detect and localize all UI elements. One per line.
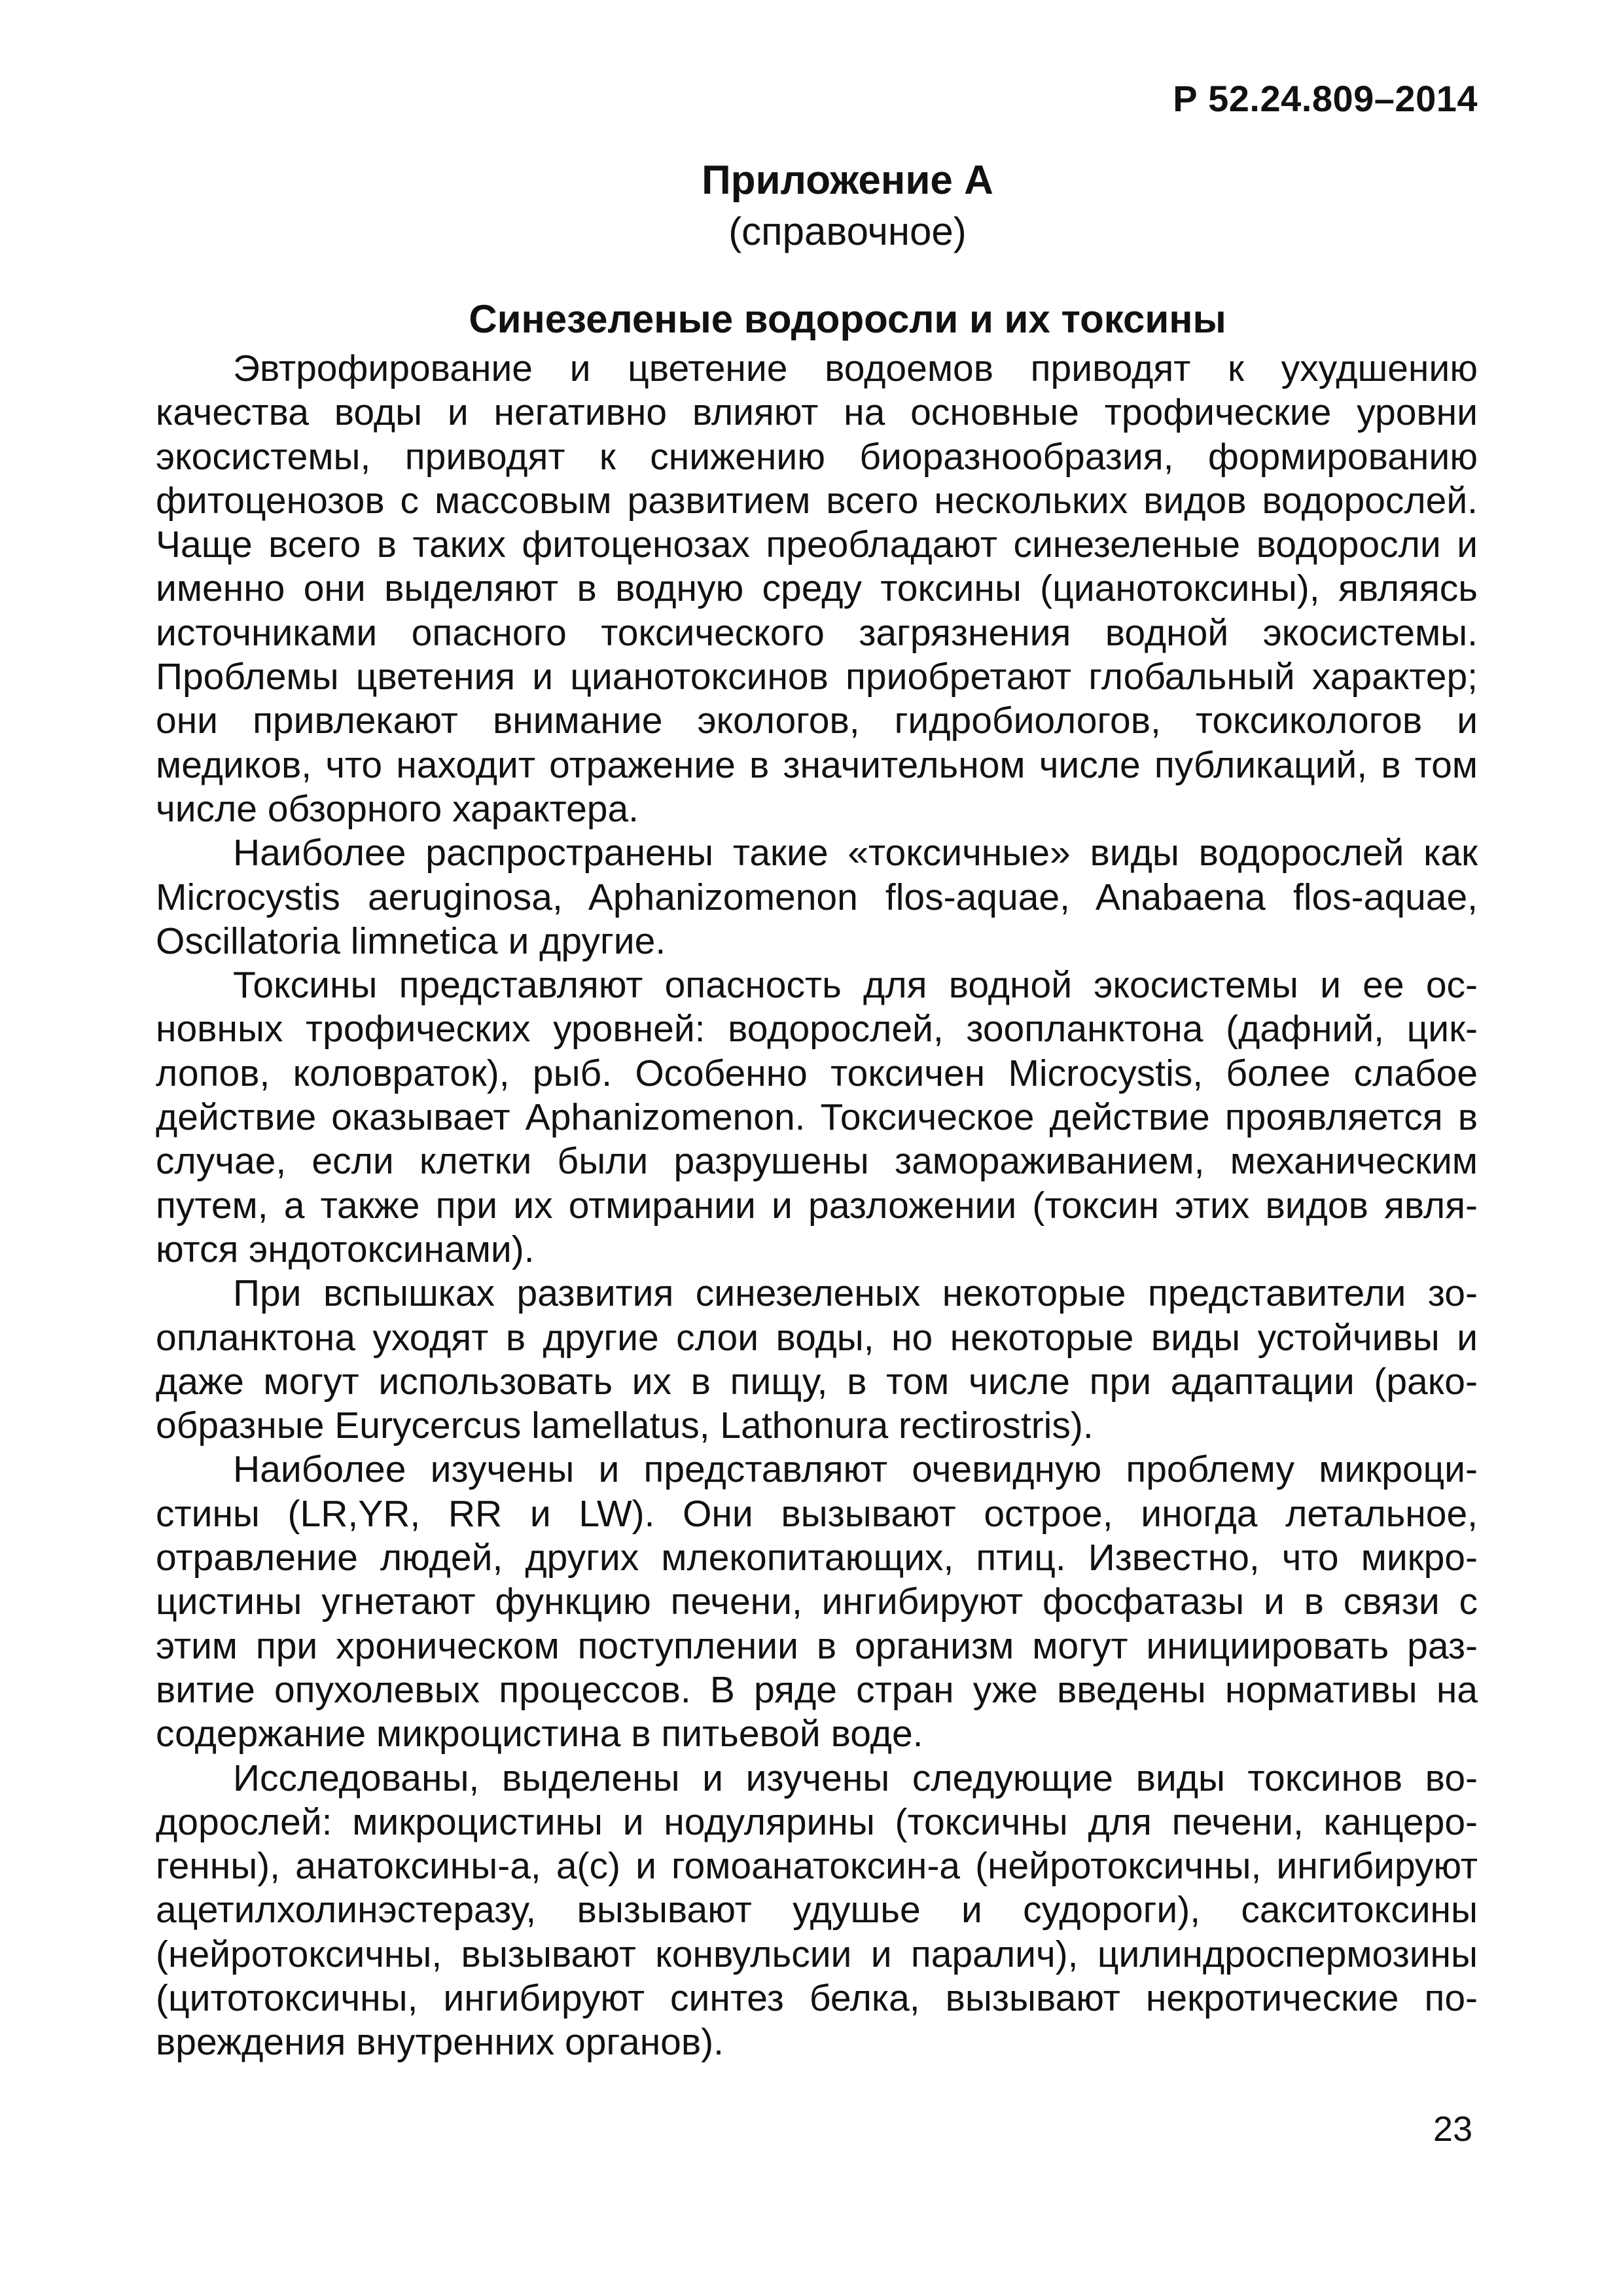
appendix-title: Приложение А xyxy=(702,158,993,203)
paragraph: Исследованы, выделены и изучены следующие виды токсинов водорослей: микроцистины и нодулярины (токсичны для печени, канцерогенны), анатоксины-а, а(с) и гомоанатоксин-а (нейротоксичны, ингибируют ацетилхолинэстеразу, вызывают удушье и судороги), сакситоксины (нейротоксичны, вызывают конвульсии и паралич), цилиндроспермозины (цитотоксичны, ингибируют синтез белка, вызывают некротические повреждения внутренних органов). xyxy=(156,1757,1478,2064)
page-number: 23 xyxy=(1433,2109,1472,2149)
paragraph: Токсины представляют опасность для водной экосистемы и ее основных трофических уровней: водорослей, зоопланктона (дафний, циклопов, коловраток), рыб. Особенно токсичен Microcystis, более слабое действие оказывает Aphanizomenon. Токсическое действие проявляется в случае, если клетки были разрушены замораживанием, механическим путем, а также при их отмирании и разложении (токсин этих видов являются эндотоксинами). xyxy=(156,964,1478,1270)
appendix-subtitle: (справочное) xyxy=(728,209,967,253)
paragraph: Наиболее распространены такие «токсичные» виды водорослей как Microcystis aeruginosa, Aphanizomenon flos-aquae, Anabaena flos-aquae, Oscillatoria limnetica и другие. xyxy=(156,832,1478,962)
paragraph: Наиболее изучены и представляют очевидную проблему микроцистины (LR,YR, RR и LW). Они вызывают острое, иногда летальное, отравление людей, других млекопитающих, птиц. Известно, что микроцистины угнетают функцию печени, ингибируют фосфатазы и в связи с этим при хроническом поступлении в организм могут инициировать развитие опухолевых процессов. В ряде стран уже введены нормативы на содержание микроцистина в питьевой воде. xyxy=(156,1448,1478,1755)
paragraph: Эвтрофирование и цветение водоемов приводят к ухудшению качества воды и негативно влияют на основные трофические уровни экосистемы, приводят к снижению биоразнообразия, формированию фитоценозов с массовым развитием всего нескольких видов водорослей. Чаще всего в таких фитоценозах преобладают синезеленые водоросли и именно они выделяют в водную среду токсины (цианотоксины), являясь источниками опасного токсического загрязнения водной экосистемы. Проблемы цветения и цианотоксинов приобретают глобальный характер; они привлекают внимание экологов, гидробиологов, токсикологов и медиков, что находит отражение в значительном числе публикаций, в том числе обзорного характера. xyxy=(156,348,1478,830)
paragraph: При вспышках развития синезеленых некоторые представители зоопланктона уходят в другие слои воды, но некоторые виды устойчивы и даже могут использовать их в пищу, в том числе при адаптации (ракообразные Eurycercus lamellatus, Lathonura rectirostris). xyxy=(156,1272,1478,1447)
document-code: Р 52.24.809–2014 xyxy=(1173,78,1478,119)
section-title: Синезеленые водоросли и их токсины xyxy=(469,297,1226,341)
body-text xyxy=(156,347,1478,2065)
